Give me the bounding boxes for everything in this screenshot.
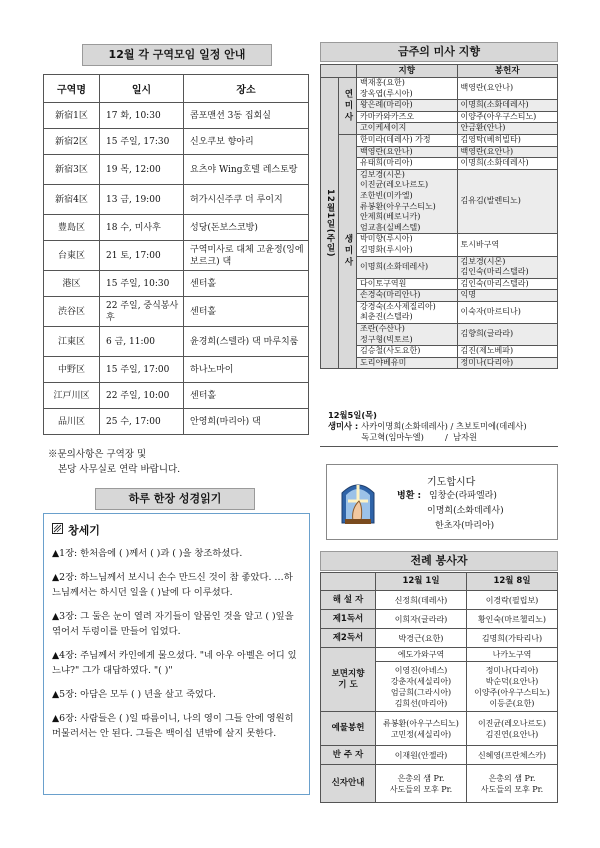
service-prayer-left: 이영진(아녜스) 강춘자(세실리아) 엄금희(그라시아) 김희선(마리아) — [376, 662, 467, 712]
service-area-2: 나카노구역 — [467, 648, 558, 662]
service-title: 전례 봉사자 — [320, 551, 558, 571]
schedule-row — [44, 103, 309, 129]
service-area-1: 에도가와구역 — [376, 648, 467, 662]
bible-question: ▲6장: 사람들은 ( )일 따름이니, 나의 영이 그들 안에 영원히 머물러서는 안 된다. 그들은 백이십 년밖에 살지 못한다. — [52, 713, 294, 739]
mass-title: 금주의 미사 지향 — [320, 42, 558, 62]
mass-intention: 백재홍(요한) 장옥엽(루시아) — [357, 78, 458, 100]
mass-header-row — [321, 65, 558, 78]
service-row-reading2: 제2독서 박경근(요한) 김명희(가타리나) — [321, 629, 558, 648]
mass-saengmisa-label: 생미사 — [339, 134, 357, 368]
mass-row — [321, 290, 558, 302]
schedule-place: 콤포맨션 3동 집회실 — [184, 103, 309, 129]
schedule-datetime: 22 주일, 10:00 — [100, 383, 184, 409]
bible-book-name: 창세기 — [68, 524, 100, 537]
schedule-place: 센터홀 — [184, 271, 309, 297]
schedule-place: 안영희(마리아) 댁 — [184, 409, 309, 435]
bible-title: 하루 한장 성경읽기 — [95, 488, 255, 510]
service-date-2: 12월 8일 — [467, 573, 558, 591]
schedule-header-row — [44, 75, 309, 103]
schedule-datetime: 15 주일, 17:00 — [100, 357, 184, 383]
mass-intention: 한미라(데레사) 가정 — [357, 134, 458, 146]
schedule-area: 品川区 — [44, 409, 100, 435]
mass-row — [321, 278, 558, 290]
bible-question: ▲1장: 한처음에 ( )께서 ( )과 ( )을 창조하셨다. — [52, 548, 243, 559]
mass-offerer: 김진(제노베파) — [457, 346, 558, 358]
schedule-place: 신오쿠보 향아리 — [184, 129, 309, 155]
schedule-row — [44, 241, 309, 271]
service-row-guide: 신자안내 은총의 샘 Pr. 사도들의 모후 Pr. 은총의 샘 Pr. 사도들의 모후 Pr. — [321, 765, 558, 803]
col-header-area: 구역명 — [44, 75, 100, 103]
schedule-row — [44, 327, 309, 357]
schedule-area: 新宿3区 — [44, 155, 100, 185]
bible-questions — [52, 546, 301, 741]
mass-intention: 조란(수산나) 정구형(빅토르) — [357, 324, 458, 346]
bible-question: ▲2장: 하느님께서 보시니 손수 만드신 것이 참 좋았다. …하느님께서는 하시던 일을 ( )날에 다 이루셨다. — [52, 572, 293, 598]
schedule-datetime: 15 주일, 17:30 — [100, 129, 184, 155]
service-prayer-label: 보면지향 기 도 — [321, 648, 376, 712]
mass-row — [321, 100, 558, 112]
schedule-area: 中野区 — [44, 357, 100, 383]
schedule-area: 新宿2区 — [44, 129, 100, 155]
mass-row — [321, 134, 558, 146]
col-header-datetime: 일시 — [100, 75, 184, 103]
schedule-note-line2: 본당 사무실로 연락 바랍니다. — [58, 464, 181, 475]
schedule-place: 하나노마이 — [184, 357, 309, 383]
schedule-datetime: 18 수, 미사후 — [100, 215, 184, 241]
schedule-area: 豊島区 — [44, 215, 100, 241]
schedule-row — [44, 409, 309, 435]
mass-row — [321, 111, 558, 123]
mass-yeonmisa-label: 연미사 — [339, 78, 357, 135]
schedule-datetime: 15 주일, 10:30 — [100, 271, 184, 297]
schedule-area: 江東区 — [44, 327, 100, 357]
mass-table — [320, 64, 558, 369]
col-header-place: 장소 — [184, 75, 309, 103]
mass-offerer: 안금환(안나) — [457, 123, 558, 135]
mass-row — [321, 169, 558, 234]
mass-row — [321, 256, 558, 278]
schedule-title: 12월 각 구역모임 일정 안내 — [82, 44, 272, 66]
praying-hands-icon — [339, 475, 377, 525]
mass-intention: 다이토구역원 — [357, 278, 458, 290]
service-row-organist: 반 주 자 이재원(안젤라) 신혜영(프란체스카) — [321, 746, 558, 765]
mass-footer-line2: 독고혁(임마누엘) / 남자원 — [361, 432, 478, 442]
mass-intention: 왕은례(마리아) — [357, 100, 458, 112]
service-date-1: 12월 1일 — [376, 573, 467, 591]
prayer-name-3: 한초자(마리아) — [435, 521, 495, 531]
mass-offerer: 김향희(글라라) — [457, 324, 558, 346]
mass-offerer: 토시바구역 — [457, 234, 558, 256]
mass-intention: 도리야베유미 — [357, 357, 458, 369]
mass-intention: 김보경(시몬) 이진균(레오나르도) 조한빈(미카엘) 류봉환(아우구스티노) 안제희(베로니카) 엄교흠(실베스텔) — [357, 169, 458, 234]
prayer-box — [326, 464, 558, 540]
mass-row — [321, 123, 558, 135]
schedule-row — [44, 297, 309, 327]
mass-intention: 카마카와카즈오 — [357, 111, 458, 123]
schedule-area: 港区 — [44, 271, 100, 297]
prayer-name-1: 임창순(라파엘라) — [429, 491, 497, 501]
schedule-datetime: 19 목, 12:00 — [100, 155, 184, 185]
mass-footer — [320, 410, 558, 447]
mass-row — [321, 357, 558, 369]
mass-date-label: 12월1일(주일) — [321, 78, 339, 369]
mass-header-corner — [321, 65, 357, 78]
mass-offerer: 김유김(발렌티노) — [457, 169, 558, 234]
prayer-label: 병환 : — [397, 491, 422, 501]
mass-offerer: 익명 — [457, 290, 558, 302]
schedule-row — [44, 215, 309, 241]
mass-row — [321, 324, 558, 346]
schedule-place: 허가시신주쿠 더 루이지 — [184, 185, 309, 215]
schedule-area: 台東区 — [44, 241, 100, 271]
mass-offerer: 이명희(소화데레사) — [457, 100, 558, 112]
mass-footer-line1: 사카이명희(소화데레사) / 츠보토미에(데레사) — [361, 421, 527, 431]
mass-offerer: 정미나(다리아) — [457, 357, 558, 369]
mass-row — [321, 158, 558, 170]
bible-question: ▲3장: 그 둘은 눈이 열려 자기들이 알몸인 것을 알고 ( )잎을 엮어서 두렁이를 만들어 입었다. — [52, 611, 294, 637]
service-row-reading1: 제1독서 이희자(글라라) 황인숙(마르첼리노) — [321, 610, 558, 629]
schedule-note-line1: ※문의사항은 구역장 및 — [48, 449, 147, 460]
service-prayer-right: 정미나(다리아) 박순덕(요안나) 이양주(아우구스티노) 이등준(요한) — [467, 662, 558, 712]
mass-col-offerer: 봉헌자 — [457, 65, 558, 78]
schedule-place: 센터홀 — [184, 383, 309, 409]
mass-intention: 손경숙(마리안나) — [357, 290, 458, 302]
mass-intention: 백영란(요안나) — [357, 146, 458, 158]
mass-row — [321, 346, 558, 358]
service-row-offering: 예물봉헌 류봉환(아우구스티노) 고민정(세실리아) 이진균(레오나르도) 김진연(요안나) — [321, 712, 558, 746]
mass-row — [321, 234, 558, 256]
mass-row — [321, 301, 558, 323]
schedule-datetime: 21 토, 17:00 — [100, 241, 184, 271]
bible-question: ▲4장: 주님께서 카인에게 물으셨다. "네 아우 아벨은 어디 있느냐?" 그가 대답하였다. "( )" — [52, 650, 297, 676]
mass-col-intention: 지향 — [357, 65, 458, 78]
schedule-datetime: 22 주일, 중식봉사후 — [100, 297, 184, 327]
schedule-row — [44, 185, 309, 215]
schedule-datetime: 17 화, 10:30 — [100, 103, 184, 129]
schedule-row — [44, 129, 309, 155]
mass-intention: 김승철(사도요한) — [357, 346, 458, 358]
schedule-datetime: 13 금, 19:00 — [100, 185, 184, 215]
bible-question: ▲5장: 아담은 모두 ( ) 년을 살고 죽었다. — [52, 689, 216, 700]
mass-intention: 유태희(마리아) — [357, 158, 458, 170]
mass-offerer: 김영탁(베히빌타) — [457, 134, 558, 146]
mass-intention: 박미향(루시아) 김명화(루시아) — [357, 234, 458, 256]
mass-offerer: 김보경(시몬) 김인숙(마리스텔라) — [457, 256, 558, 278]
schedule-datetime: 25 수, 17:00 — [100, 409, 184, 435]
mass-row — [321, 146, 558, 158]
mass-offerer: 이명희(소화데레사) — [457, 158, 558, 170]
schedule-table — [43, 74, 309, 435]
schedule-place: 요츠야 Wing호텔 레스토랑 — [184, 155, 309, 185]
schedule-place: 윤경희(스텔라) 댁 마루치룸 — [184, 327, 309, 357]
mass-offerer: 이양주(아우구스티노) — [457, 111, 558, 123]
schedule-row — [44, 383, 309, 409]
schedule-area: 新宿4区 — [44, 185, 100, 215]
service-row-areas — [321, 648, 558, 662]
mass-offerer: 이숙자(마르티나) — [457, 301, 558, 323]
bible-book — [52, 522, 301, 538]
service-row-commentator: 해 설 자 신정희(데레사) 이경락(필립보) — [321, 591, 558, 610]
schedule-row — [44, 271, 309, 297]
schedule-datetime: 6 금, 11:00 — [100, 327, 184, 357]
schedule-row — [44, 155, 309, 185]
schedule-note — [48, 447, 180, 477]
schedule-area: 渋谷区 — [44, 297, 100, 327]
mass-offerer: 백영란(요안나) — [457, 78, 558, 100]
mass-intention: 고이케세이지 — [357, 123, 458, 135]
mass-intention: 이명희(소화데레사) — [357, 256, 458, 278]
mass-intention: 강경숙(소사제질리아) 최춘진(스텔라) — [357, 301, 458, 323]
schedule-place: 구역미사로 대체 고윤정(잉에보르크) 댁 — [184, 241, 309, 271]
mass-footer-label: 생미사 : — [328, 421, 359, 431]
mass-footer-date: 12월5일(목) — [328, 410, 377, 420]
schedule-row — [44, 357, 309, 383]
mass-offerer: 김인숙(마리스텔라) — [457, 278, 558, 290]
prayer-title: 기도합시다 — [427, 477, 476, 488]
schedule-area: 江戸川区 — [44, 383, 100, 409]
schedule-place: 센터홀 — [184, 297, 309, 327]
schedule-area: 新宿1区 — [44, 103, 100, 129]
pencil-square-icon — [52, 523, 63, 537]
bible-box — [43, 513, 310, 795]
mass-row — [321, 78, 558, 100]
schedule-place: 성당(돈보스코방) — [184, 215, 309, 241]
service-corner — [321, 573, 376, 591]
prayer-name-2: 이명희(소화데레사) — [427, 506, 504, 516]
service-table — [320, 572, 558, 803]
mass-offerer: 백영란(요안나) — [457, 146, 558, 158]
